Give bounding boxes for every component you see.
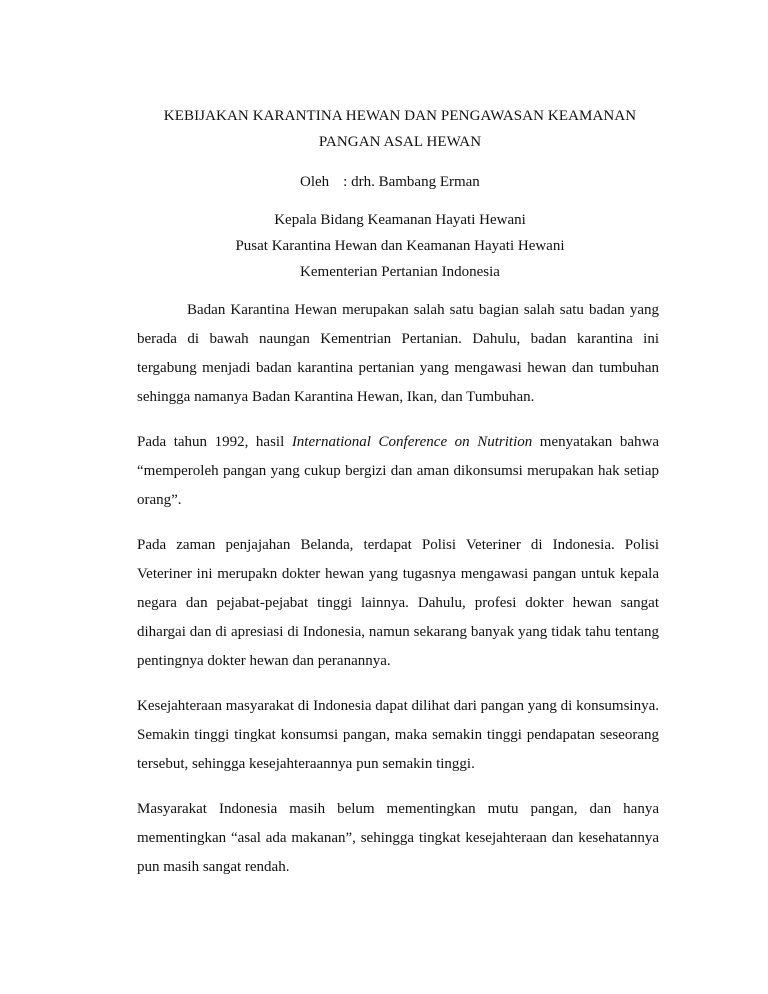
affiliation-position: Kepala Bidang Keamanan Hayati Hewani — [274, 212, 526, 228]
affiliation-ministry: Kementerian Pertanian Indonesia — [300, 264, 500, 280]
paragraph-5: Masyarakat Indonesia masih belum mementingkan mutu pangan, dan hanya mementingkan “asal ada makanan”, sehingga tingkat kesejahteraan dan kesehatannya pun masih sangat rendah. — [137, 801, 659, 875]
paragraph-2-end: menyatakan bahwa “memperoleh pangan yang cukup bergizi dan aman dikonsumsi merupakan hak setiap orang”. — [137, 434, 659, 508]
paragraph-4: Kesejahteraan masyarakat di Indonesia dapat dilihat dari pangan yang di konsumsinya. Semakin tinggi tingkat konsumsi pangan, maka semakin tinggi pendapatan seseorang tersebut, sehingga kesejahteraannya pun semakin tinggi. — [137, 698, 659, 772]
paragraph-2-start: Pada tahun 1992, hasil — [137, 434, 292, 450]
conference-name: International Conference on Nutrition — [291, 434, 533, 450]
paragraph-3: Pada zaman penjajahan Belanda, terdapat Polisi Veteriner di Indonesia. Polisi Veteriner ini merupakn dokter hewan yang tugasnya mengawasi pangan untuk kepala negara dan pejabat-pejabat tinggi lainnya. Dahulu, profesi dokter hewan sangat dihargai dan di apresiasi di Indonesia, namun sekarang banyak yang tidak tahu tentang pentingnya dokter hewan dan peranannya. — [137, 537, 659, 669]
paragraph-1: Badan Karantina Hewan merupakan salah satu bagian salah satu badan yang berada di bawah naungan Kementrian Pertanian. Dahulu, badan karantina ini tergabung menjadi badan karantina pertanian yang mengawasi hewan dan tumbuhan sehingga namanya Badan Karantina Hewan, Ikan, dan Tumbuhan. — [137, 302, 659, 405]
author-label: Oleh — [300, 174, 330, 190]
author-line — [300, 172, 480, 192]
paragraph-2 — [137, 428, 659, 515]
author-name: : drh. Bambang Erman — [343, 174, 480, 190]
document-body — [137, 296, 659, 898]
document-title-line-2: PANGAN ASAL HEWAN — [318, 134, 482, 150]
document-title-line-1: KEBIJAKAN KARANTINA HEWAN DAN PENGAWASAN KEAMANAN — [163, 108, 637, 124]
affiliation-center: Pusat Karantina Hewan dan Keamanan Hayati Hewani — [235, 238, 565, 254]
